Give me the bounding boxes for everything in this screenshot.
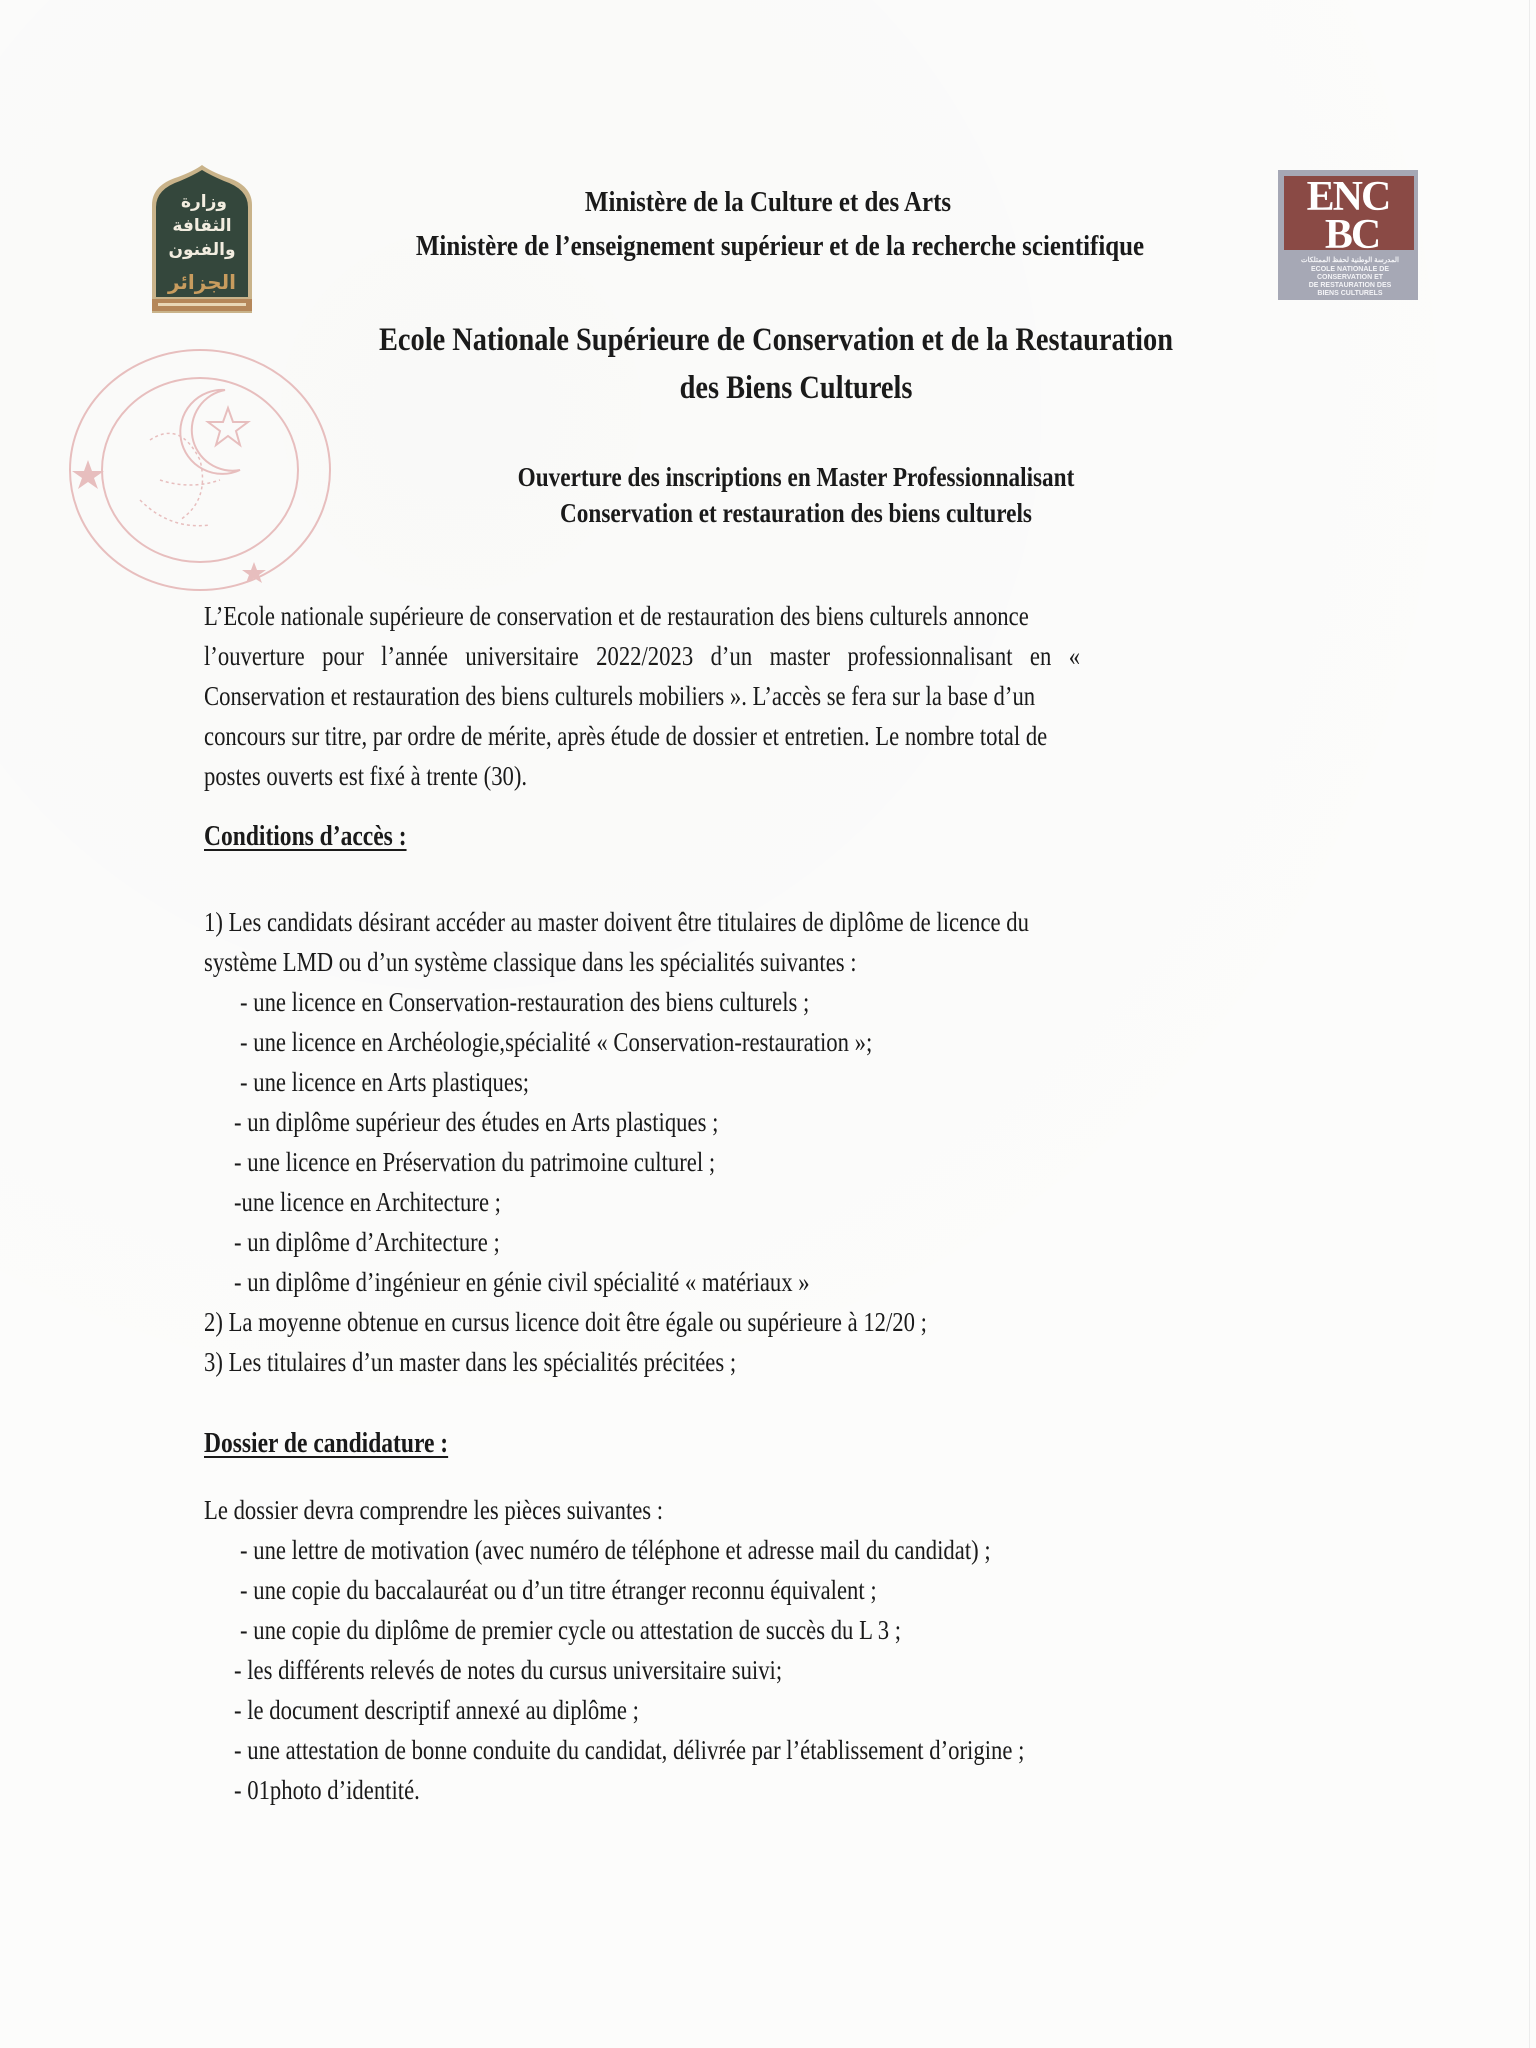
school-name-heading-line2: des Biens Culturels — [679, 370, 913, 406]
intro-line: l’ouverture pour l’année universitaire 2022/2023 d’un master professionnalisant en « — [204, 641, 1081, 671]
condition-item-1: 1) Les candidats désirant accéder au master doivent être titulaires de diplôme de licence du — [204, 907, 1029, 937]
conditions-heading: Conditions d’accès : — [204, 821, 407, 852]
speciality-item: - une licence en Conservation-restauration des biens culturels ; — [240, 987, 810, 1017]
svg-text:الثقافة: الثقافة — [172, 216, 232, 236]
dossier-piece: - le document descriptif annexé au diplôme ; — [234, 1695, 639, 1725]
svg-text:والفنون: والفنون — [168, 240, 236, 260]
subject-heading-line2: Conservation et restauration des biens culturels — [560, 498, 1032, 528]
dossier-heading: Dossier de candidature : — [204, 1428, 449, 1459]
intro-line: postes ouverts est fixé à trente (30). — [204, 761, 528, 791]
dossier-piece: - une lettre de motivation (avec numéro de téléphone et adresse mail du candidat) ; — [240, 1535, 991, 1565]
condition-item-3: 3) Les titulaires d’un master dans les spécialités précitées ; — [204, 1347, 737, 1377]
speciality-item: - un diplôme d’Architecture ; — [234, 1227, 500, 1257]
dossier-piece: - une attestation de bonne conduite du candidat, délivrée par l’établissement d’origine ; — [234, 1735, 1025, 1765]
school-name-heading: Ecole Nationale Supérieure de Conservation et de la Restauration — [378, 322, 1174, 358]
speciality-item: - un diplôme d’ingénieur en génie civil spécialité « matériaux » — [234, 1267, 810, 1297]
speciality-item: -une licence en Architecture ; — [234, 1187, 501, 1217]
condition-item-1-cont: système LMD ou d’un système classique dans les spécialités suivantes : — [204, 947, 857, 977]
ministry-higher-ed-heading: Ministère de l’enseignement supérieur et de la recherche scientifique — [415, 230, 1145, 262]
svg-text:BC: BC — [1324, 212, 1380, 258]
subject-heading: Ouverture des inscriptions en Master Professionnalisant — [517, 462, 1075, 492]
svg-text:DE RESTAURATION DES: DE RESTAURATION DES — [1308, 282, 1392, 289]
speciality-item: - une licence en Préservation du patrimoine culturel ; — [234, 1147, 716, 1177]
svg-text:ECOLE NATIONALE DE: ECOLE NATIONALE DE — [1310, 266, 1390, 273]
condition-item-2: 2) La moyenne obtenue en cursus licence doit être égale ou supérieure à 12/20 ; — [204, 1307, 927, 1337]
speciality-item: - une licence en Arts plastiques; — [240, 1067, 530, 1097]
dossier-piece: - 01photo d’identité. — [234, 1775, 420, 1805]
ministry-culture-heading: Ministère de la Culture et des Arts — [584, 186, 952, 218]
intro-line: concours sur titre, par ordre de mérite, après étude de dossier et entretien. Le nombre total de — [204, 721, 1048, 751]
dossier-intro: Le dossier devra comprendre les pièces suivantes : — [204, 1495, 664, 1525]
svg-text:المدرسة الوطنية لحفظ الممتلكات: المدرسة الوطنية لحفظ الممتلكات — [1301, 257, 1399, 264]
intro-line: Conservation et restauration des biens culturels mobiliers ». L’accès se fera sur la base d’un — [204, 681, 1036, 711]
dossier-piece: - les différents relevés de notes du cursus universitaire suivi; — [234, 1655, 783, 1685]
svg-text:CONSERVATION ET: CONSERVATION ET — [1316, 274, 1384, 281]
svg-text:BIENS CULTURELS: BIENS CULTURELS — [1317, 290, 1383, 297]
svg-text:وزارة: وزارة — [180, 192, 228, 212]
speciality-item: - une licence en Archéologie,spécialité « Conservation-restauration »; — [240, 1027, 873, 1057]
dossier-piece: - une copie du diplôme de premier cycle ou attestation de succès du L 3 ; — [240, 1615, 902, 1645]
intro-line: L’Ecole nationale supérieure de conservation et de restauration des biens culturels annonce — [204, 601, 1029, 631]
dossier-piece: - une copie du baccalauréat ou d’un titre étranger reconnu équivalent ; — [240, 1575, 877, 1605]
svg-text:الجزائر: الجزائر — [167, 270, 237, 294]
svg-text:ENC: ENC — [1306, 174, 1390, 220]
speciality-item: - un diplôme supérieur des études en Arts plastiques ; — [234, 1107, 719, 1137]
page-edge — [1529, 0, 1530, 2048]
